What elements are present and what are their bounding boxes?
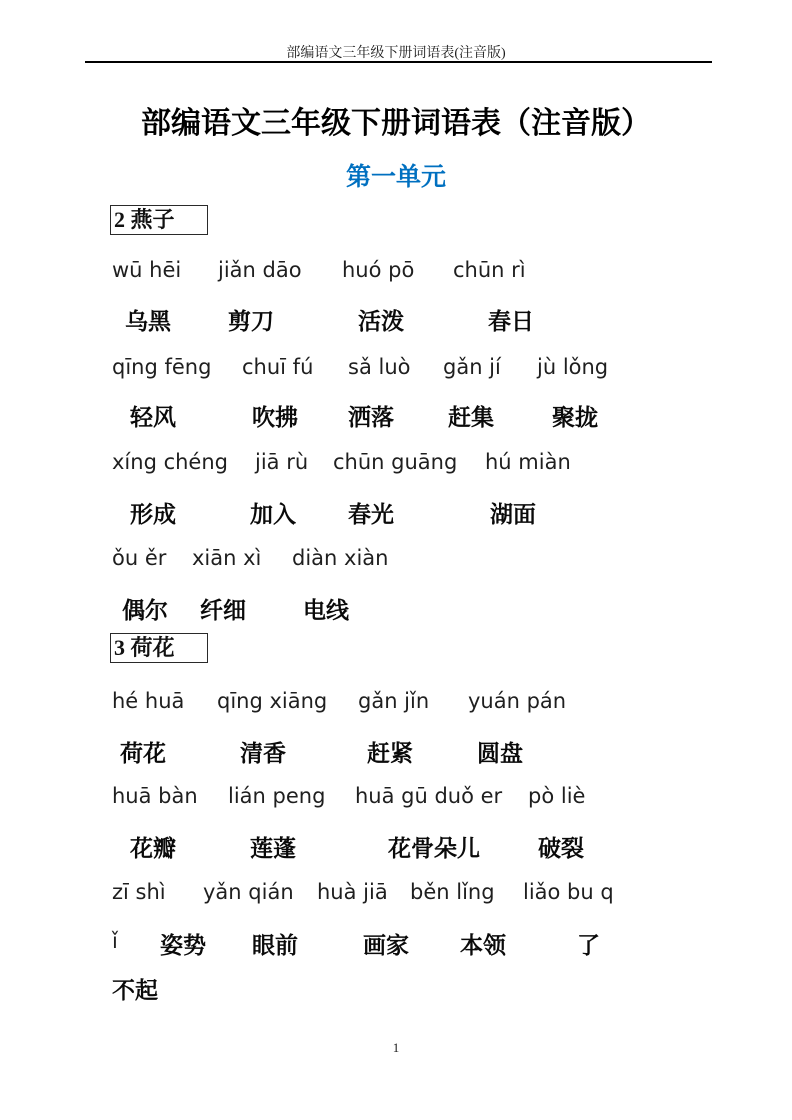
pinyin-item: yǎn qián	[203, 880, 294, 904]
word-item: 加入	[250, 502, 296, 527]
pinyin-item: pò liè	[528, 784, 586, 808]
pinyin-item: xíng chéng	[112, 450, 228, 474]
word-item: 赶集	[448, 405, 494, 430]
pinyin-item: huà jiā	[317, 880, 388, 904]
pinyin-item: hé huā	[112, 689, 185, 713]
lesson-heading-label: 2 燕子	[114, 207, 175, 232]
word-item: 电线	[303, 598, 349, 623]
lesson-heading-label: 3 荷花	[114, 635, 175, 660]
word-item: 本领	[460, 933, 506, 958]
word-item: 眼前	[252, 933, 298, 958]
pinyin-item: zī shì	[112, 880, 166, 904]
pinyin-item: gǎn jǐn	[358, 689, 430, 713]
word-item: 赶紧	[367, 741, 413, 766]
word-item: 画家	[363, 933, 409, 958]
pinyin-item: huā gū duǒ er	[355, 784, 503, 808]
pinyin-item: jù lǒng	[537, 355, 609, 379]
lesson-heading-box-yanzi	[110, 205, 208, 235]
pinyin-item: huā bàn	[112, 784, 198, 808]
word-item: 荷花	[120, 741, 166, 766]
unit-heading: 第一单元	[345, 164, 446, 191]
word-item: 聚拢	[552, 405, 598, 430]
document-title: 部编语文三年级下册词语表（注音版）	[141, 107, 651, 140]
word-item: 姿势	[160, 933, 206, 958]
pinyin-item: yuán pán	[468, 689, 567, 713]
word-item: 轻风	[130, 405, 176, 430]
word-item: 圆盘	[477, 741, 523, 766]
word-item: 破裂	[538, 836, 584, 861]
word-item: 湖面	[490, 502, 536, 527]
pinyin-item: wū hēi	[112, 258, 182, 282]
word-item: 了	[577, 933, 600, 958]
word-item: 春光	[348, 502, 394, 527]
pinyin-item: diàn xiàn	[292, 546, 389, 570]
word-item: 莲蓬	[250, 836, 296, 861]
word-item: 乌黑	[125, 309, 171, 334]
pinyin-item: qīng xiāng	[217, 689, 328, 713]
lesson-heading-box-hehua	[110, 633, 208, 663]
word-item: 春日	[488, 309, 534, 334]
word-item: 纤细	[200, 598, 246, 623]
pinyin-wrap-item: ǐ	[112, 929, 118, 953]
pinyin-item: lián peng	[228, 784, 326, 808]
word-item: 活泼	[358, 309, 404, 334]
pinyin-item: qīng fēng	[112, 355, 212, 379]
word-item: 形成	[130, 502, 176, 527]
word-item: 剪刀	[228, 309, 274, 334]
pinyin-item: sǎ luò	[348, 355, 411, 379]
pinyin-item: ǒu ěr	[112, 546, 167, 570]
pinyin-item: jiā rù	[255, 450, 309, 474]
pinyin-item: huó pō	[342, 258, 415, 282]
running-header: 部编语文三年级下册词语表(注音版)	[286, 46, 506, 61]
pinyin-item: xiān xì	[192, 546, 262, 570]
pinyin-item: chūn guāng	[333, 450, 458, 474]
word-wrap-item: 不起	[112, 978, 158, 1003]
word-item: 清香	[240, 741, 286, 766]
pinyin-item: hú miàn	[485, 450, 571, 474]
word-item: 洒落	[348, 405, 394, 430]
pinyin-item: chuī fú	[242, 355, 314, 379]
word-item: 花瓣	[130, 836, 176, 861]
word-item: 吹拂	[252, 405, 298, 430]
pinyin-item: chūn rì	[453, 258, 526, 282]
pinyin-item: liǎo bu q	[523, 880, 614, 904]
word-item: 花骨朵儿	[388, 836, 480, 861]
page-number: 1	[392, 1040, 400, 1055]
pinyin-item: gǎn jí	[443, 355, 501, 379]
word-item: 偶尔	[122, 598, 168, 623]
pinyin-item: jiǎn dāo	[218, 258, 302, 282]
header-divider-line	[85, 61, 712, 63]
pinyin-item: běn lǐng	[410, 880, 495, 904]
